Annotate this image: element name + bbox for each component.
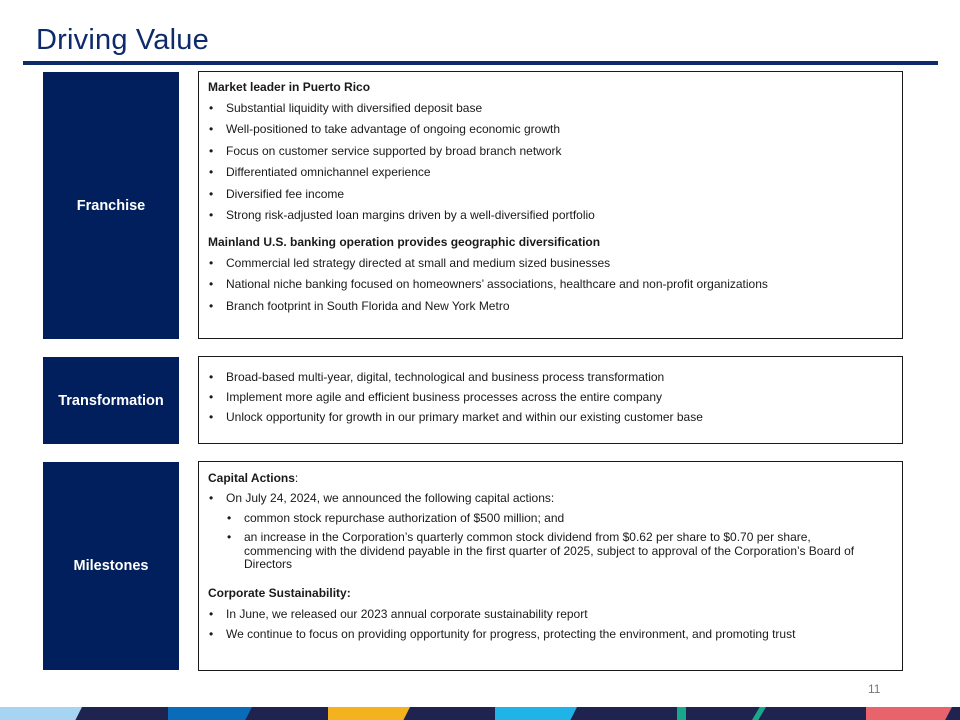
footer-color-stripe xyxy=(0,707,960,720)
capital-actions-heading-text: Capital Actions xyxy=(208,471,295,485)
list-item: • Broad-based multi-year, digital, technological and business process transformation xyxy=(208,370,892,385)
list-item: • Focus on customer service supported by broad branch network xyxy=(208,144,892,159)
sustainability-heading: Corporate Sustainability: xyxy=(208,585,351,600)
milestones-content-box xyxy=(198,461,903,671)
list-item: • Implement more agile and efficient business processes across the entire company xyxy=(208,390,892,405)
list-item: • Commercial led strategy directed at small and medium sized businesses xyxy=(208,256,892,271)
franchise-content-box xyxy=(198,71,903,339)
stripe-segment xyxy=(866,707,952,720)
sub-list-item: • an increase in the Corporation’s quarterly common stock dividend from $0.62 per share to $0.70 per share, commencing with the dividend payable in the first quarter of 2025, subject to approval of the Corporation’s Board of Directors xyxy=(208,531,892,572)
list-item: • Diversified fee income xyxy=(208,187,892,202)
transformation-label: Transformation xyxy=(58,392,164,409)
franchise-heading-pr: Market leader in Puerto Rico xyxy=(208,80,371,94)
capital-actions-heading: Capital Actions: xyxy=(208,471,299,485)
list-item: • On July 24, 2024, we announced the following capital actions: xyxy=(208,491,892,506)
list-item: • Well-positioned to take advantage of ongoing economic growth xyxy=(208,122,892,137)
stripe-segment xyxy=(168,707,252,720)
franchise-heading-us: Mainland U.S. banking operation provides geographic diversification xyxy=(208,234,601,249)
list-item: • National niche banking focused on homeowners’ associations, healthcare and non-profit organizations xyxy=(208,277,892,292)
stripe-segment xyxy=(495,707,577,720)
franchise-label-box xyxy=(43,72,179,339)
list-item: • Strong risk-adjusted loan margins driven by a well-diversified portfolio xyxy=(208,208,892,223)
stripe-segment xyxy=(677,707,686,720)
transformation-label-box xyxy=(43,357,179,444)
milestones-label-box xyxy=(43,462,179,670)
list-item: • Unlock opportunity for growth in our primary market and within our existing customer base xyxy=(208,410,892,425)
page-title: Driving Value xyxy=(36,24,209,56)
list-item: • Differentiated omnichannel experience xyxy=(208,165,892,180)
sub-list-item: • common stock repurchase authorization of $500 million; and xyxy=(208,511,892,526)
stripe-segment xyxy=(328,707,410,720)
list-item: • Substantial liquidity with diversified deposit base xyxy=(208,101,892,116)
stripe-segment xyxy=(0,707,82,720)
list-item: • In June, we released our 2023 annual corporate sustainability report xyxy=(208,607,892,622)
stripe-segment xyxy=(752,707,766,720)
title-divider xyxy=(23,61,938,65)
list-item: • Branch footprint in South Florida and New York Metro xyxy=(208,299,892,314)
list-item: • We continue to focus on providing opportunity for progress, protecting the environment, and promoting trust xyxy=(208,627,892,642)
transformation-content-box xyxy=(198,356,903,444)
page-number: 11 xyxy=(868,682,881,696)
franchise-label: Franchise xyxy=(76,197,146,214)
milestones-label: Milestones xyxy=(73,558,149,574)
